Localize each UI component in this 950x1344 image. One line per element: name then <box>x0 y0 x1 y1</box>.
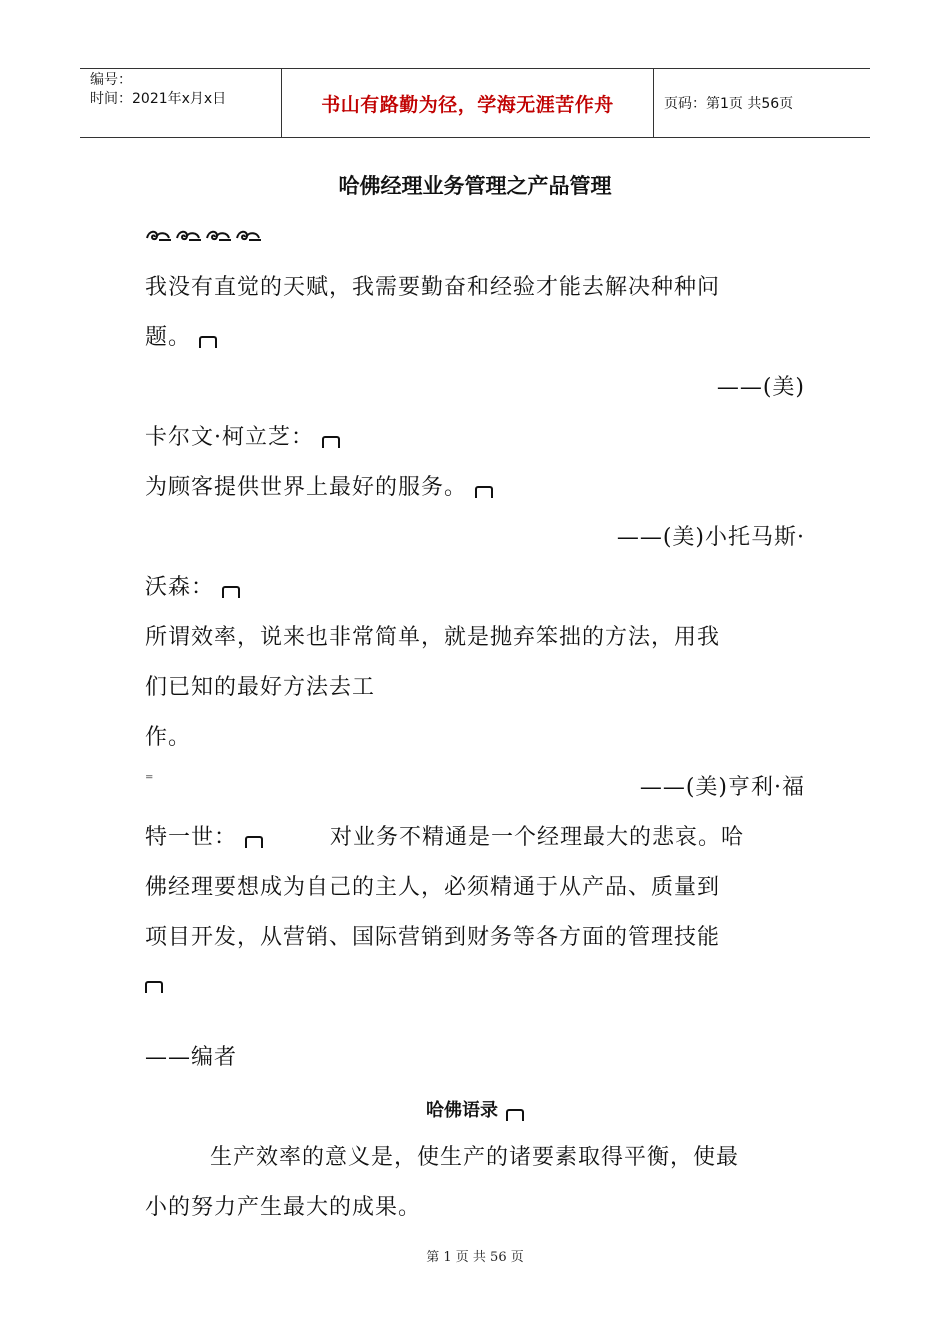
quote-3-line-2: 们已知的最好方法去工 <box>145 675 376 700</box>
quote-3-attribution: ——(美)亨利·福 <box>639 775 805 800</box>
body-paragraph-line-1: 生产效率的意义是，使生产的诸要素取得平衡，使最 <box>210 1145 740 1170</box>
paragraph-mark-icon <box>475 486 493 498</box>
quote-3-line-3: 作。 <box>145 725 192 750</box>
time-label: 时间：2021年x月x日 <box>90 91 227 107</box>
swirl-icon <box>175 226 203 246</box>
paragraph-mark-icon <box>222 586 240 598</box>
section-title-text: 哈佛语录 <box>426 1100 498 1121</box>
document-header <box>80 68 870 138</box>
swirl-icon <box>145 226 173 246</box>
quote-2-author-name: 沃森： <box>145 575 215 600</box>
section-title <box>0 1096 950 1122</box>
quote-3-symbol: ⁼ <box>145 770 155 789</box>
header-meta <box>80 69 282 137</box>
quote-1-line-1: 我没有直觉的天赋，我需要勤奋和经验才能去解决种种问 <box>145 275 721 300</box>
header-page-info: 页码：第1页 共56页 <box>664 96 794 112</box>
body-paragraph-line-2: 小的努力产生最大的成果。 <box>145 1195 422 1220</box>
quote-4-mark <box>137 970 163 995</box>
quote-4-attribution: ——编者 <box>145 1045 238 1070</box>
quote-4-line-2: 佛经理要想成为自己的主人，必须精通于从产品、质量到 <box>145 875 721 900</box>
quote-2-line-1 <box>145 470 493 501</box>
paragraph-mark-icon <box>245 836 263 848</box>
quote-4-line-3: 项目开发，从营销、国际营销到财务等各方面的管理技能 <box>145 925 721 950</box>
swirl-icon <box>205 226 233 246</box>
paragraph-mark-icon <box>322 436 340 448</box>
quote-2-author <box>145 570 240 601</box>
quote-1-attribution: ——(美) <box>716 375 805 400</box>
paragraph-mark-icon <box>145 981 163 993</box>
quote-3-author <box>145 820 263 851</box>
page-footer: 第 1 页 共 56 页 <box>426 1250 524 1265</box>
quote-2-text: 为顾客提供世界上最好的服务。 <box>145 475 468 500</box>
quote-4-line-1: 对业务不精通是一个经理最大的悲哀。哈 <box>330 825 745 850</box>
document-title: 哈佛经理业务管理之产品管理 <box>338 174 612 198</box>
quote-3-author-name: 特一世： <box>145 825 238 850</box>
paragraph-mark-icon <box>199 336 217 348</box>
quote-1-author-name: 卡尔文·柯立芝： <box>145 425 314 450</box>
quote-2-attribution: ——(美)小托马斯· <box>616 525 805 550</box>
quote-1-text: 题。 <box>145 325 192 350</box>
quote-3-line-1: 所谓效率，说来也非常简单，就是抛弃笨拙的方法，用我 <box>145 625 721 650</box>
header-motto: 书山有路勤为径，学海无涯苦作舟 <box>282 69 654 137</box>
quote-1-line-2 <box>145 320 217 351</box>
number-label: 编号： <box>90 72 132 88</box>
ornament-divider <box>145 226 263 246</box>
quote-1-author <box>145 420 340 451</box>
paragraph-mark-icon <box>506 1109 524 1121</box>
swirl-icon <box>235 226 263 246</box>
